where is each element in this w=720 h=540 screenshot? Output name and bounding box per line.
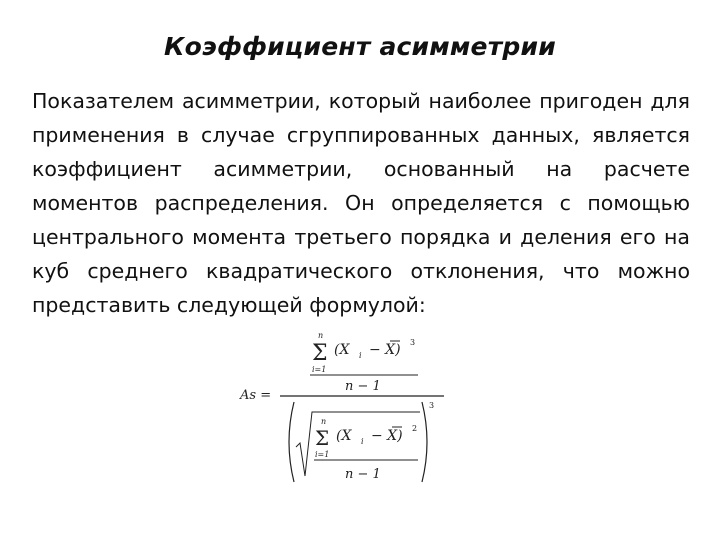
sigma-num: Σ xyxy=(312,341,328,366)
exponent-num: 3 xyxy=(410,338,416,347)
exponent-outer: 3 xyxy=(429,401,435,410)
formula-lhs: As = xyxy=(240,388,272,403)
skewness-formula xyxy=(238,326,448,526)
denominator-den: n − 1 xyxy=(345,467,381,482)
exponent-inner: 2 xyxy=(412,424,418,433)
index-num: i xyxy=(359,351,362,360)
denominator-term: (X xyxy=(336,428,352,444)
left-big-paren xyxy=(289,402,294,482)
body-paragraph: Показателем асимметрии, который наиболее пригоден для применения в случае сгруппированных данных, является коэффициент асимметрии, основанный на расчете моментов распределения. Он определяется с помощью центрального момента третьего порядка и деления его на куб среднего квадратического отклонения, что можно представить следующей формулой: xyxy=(32,89,690,317)
right-big-paren xyxy=(422,402,427,482)
sum-lower-den: i=1 xyxy=(315,450,330,459)
index-den: i xyxy=(361,437,364,446)
sum-upper-num: n xyxy=(318,331,324,340)
minus-mean-num: − X) xyxy=(369,342,401,358)
minus-mean-den: − X) xyxy=(371,428,403,444)
sum-lower-num: i=1 xyxy=(312,365,327,374)
denominator-num: n − 1 xyxy=(345,379,381,394)
sum-upper-den: n xyxy=(321,417,327,426)
sigma-den: Σ xyxy=(315,426,330,450)
numerator-term: (X xyxy=(334,342,350,358)
page-title: Коэффициент асимметрии xyxy=(164,32,556,61)
